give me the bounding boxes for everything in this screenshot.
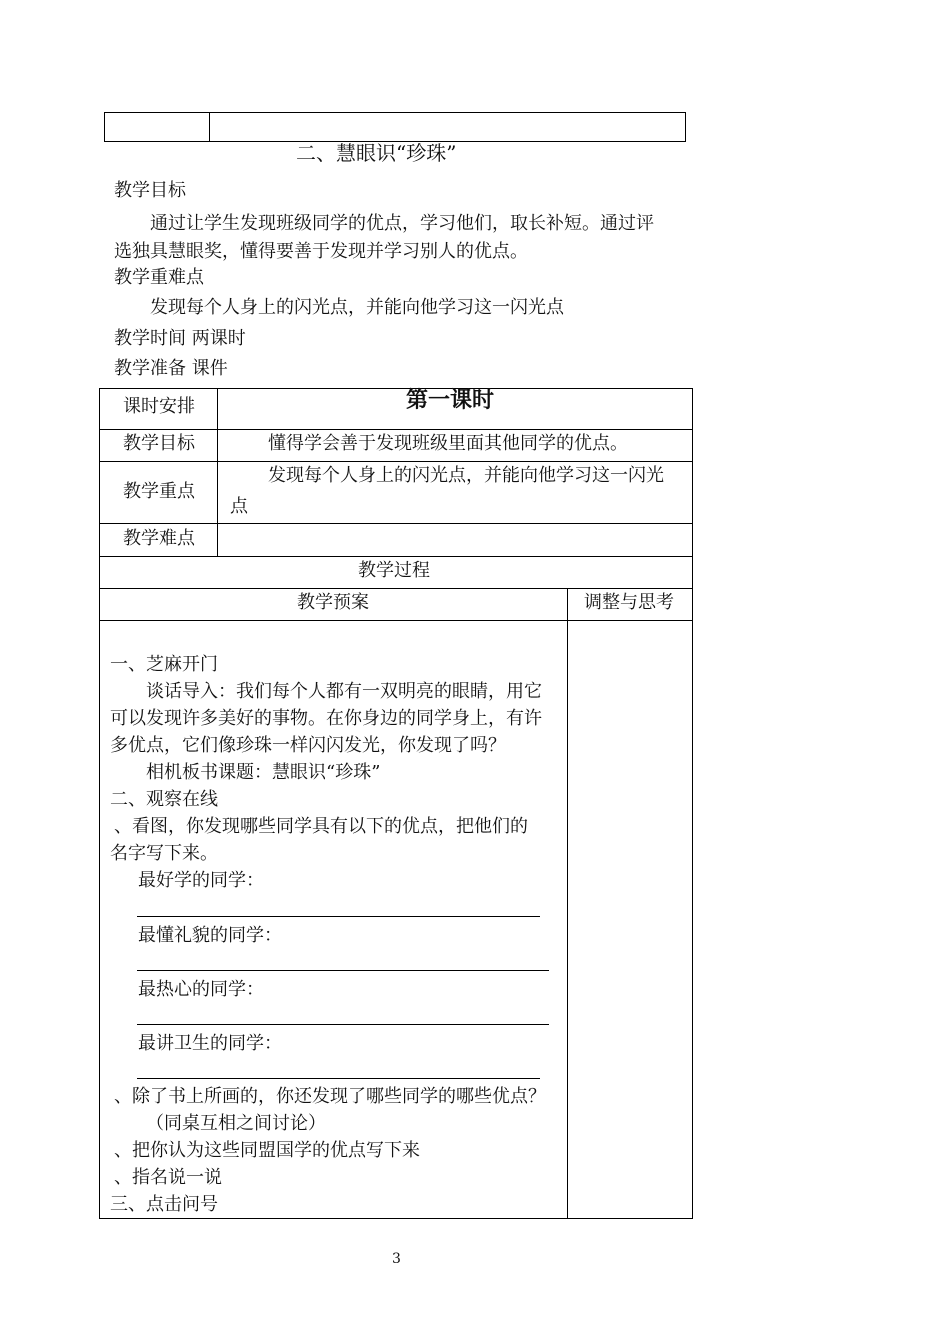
page-number: 3 bbox=[392, 1251, 401, 1267]
key-text: 发现每个人身上的闪光点，并能向他学习这一闪光点 bbox=[150, 297, 564, 318]
blank-line bbox=[137, 970, 549, 971]
row-label-goal: 教学目标 bbox=[123, 433, 195, 454]
blank-label: 最热心的同学： bbox=[138, 979, 264, 1000]
row-value-focus-1: 发现每个人身上的闪光点，并能向他学习这一闪光 bbox=[268, 465, 664, 486]
plan-line: 相机板书课题：慧眼识“珍珠” bbox=[146, 762, 381, 783]
row-label-schedule: 课时安排 bbox=[123, 396, 195, 417]
plan-line: 、看图，你发现哪些同学具有以下的优点，把他们的 bbox=[114, 816, 528, 837]
goal-text-2: 选独具慧眼奖，懂得要善于发现并学习别人的优点。 bbox=[114, 241, 528, 262]
plan-heading-1: 一、芝麻开门 bbox=[110, 654, 218, 675]
blank-line bbox=[137, 1024, 549, 1025]
goal-heading: 教学目标 bbox=[114, 180, 186, 201]
plan-line: 名字写下来。 bbox=[110, 843, 218, 864]
plan-heading-3: 三、点击问号 bbox=[110, 1194, 218, 1215]
plan-line: （同桌互相之间讨论） bbox=[146, 1113, 326, 1134]
plan-line: 、除了书上所画的，你还发现了哪些同学的哪些优点？ bbox=[114, 1086, 546, 1107]
plan-line: 多优点，它们像珍珠一样闪闪发光，你发现了吗？ bbox=[110, 735, 506, 756]
plan-line: 、指名说一说 bbox=[114, 1167, 222, 1188]
blank-label: 最懂礼貌的同学： bbox=[138, 925, 282, 946]
section-title: 二、慧眼识“珍珠” bbox=[296, 141, 457, 165]
blank-line bbox=[137, 916, 540, 917]
blank-line bbox=[137, 1078, 540, 1079]
prep-line: 教学准备 课件 bbox=[114, 358, 228, 379]
blank-label: 最讲卫生的同学： bbox=[138, 1033, 282, 1054]
key-heading: 教学重难点 bbox=[114, 267, 204, 288]
plan-line: 、把你认为这些同盟国学的优点写下来 bbox=[114, 1140, 420, 1161]
col-adjust-header: 调整与思考 bbox=[584, 592, 674, 613]
time-line: 教学时间 两课时 bbox=[114, 328, 246, 349]
blank-label: 最好学的同学： bbox=[138, 870, 264, 891]
plan-line: 可以发现许多美好的事物。在你身边的同学身上，有许 bbox=[110, 708, 542, 729]
col-plan-header: 教学预案 bbox=[297, 592, 369, 613]
row-label-focus: 教学重点 bbox=[123, 481, 195, 502]
row-value-goal: 懂得学会善于发现班级里面其他同学的优点。 bbox=[268, 433, 628, 454]
goal-text-1: 通过让学生发现班级同学的优点，学习他们，取长补短。通过评 bbox=[150, 213, 654, 234]
plan-heading-2: 二、观察在线 bbox=[110, 789, 218, 810]
lesson-period-title: 第一课时 bbox=[406, 387, 495, 413]
plan-line: 谈话导入：我们每个人都有一双明亮的眼睛，用它 bbox=[146, 681, 542, 702]
row-label-difficulty: 教学难点 bbox=[123, 528, 195, 549]
process-header: 教学过程 bbox=[358, 560, 430, 581]
row-value-focus-2: 点 bbox=[230, 496, 248, 517]
